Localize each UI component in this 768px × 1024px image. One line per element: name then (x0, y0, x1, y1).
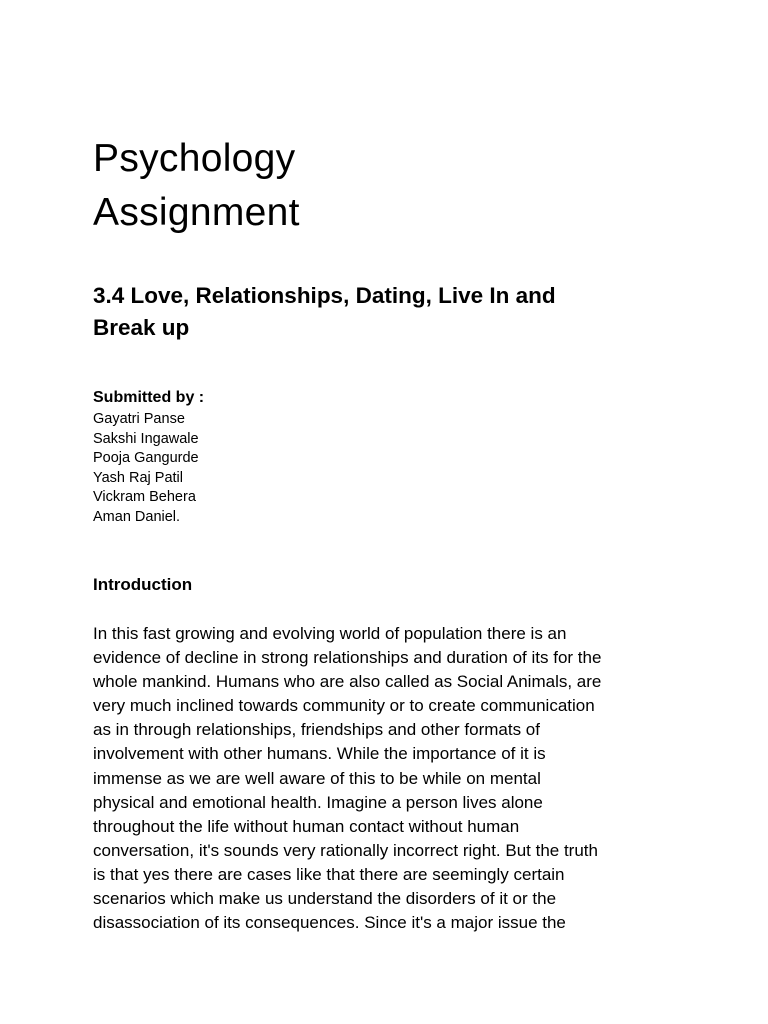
author-name: Aman Daniel. (93, 508, 181, 525)
subtitle-line-2: Break up (93, 315, 190, 340)
paragraph-line: immense as we are well aware of this to be while on mental (93, 768, 541, 788)
author-name: Vickram Behera (93, 489, 196, 505)
document-title (93, 132, 693, 240)
paragraph-line: disassociation of its consequences. Since it's a major issue the (93, 913, 566, 933)
paragraph-line: is that yes there are cases like that there are seemingly certain (93, 864, 565, 884)
author-name: Gayatri Panse (93, 411, 185, 427)
author-name: Sakshi Ingawale (93, 430, 199, 447)
paragraph-line: scenarios which make us understand the disorders of it or the (93, 889, 557, 909)
paragraph-line: as in through relationships, friendships and other formats of (93, 720, 540, 740)
paragraph-line: involvement with other humans. While the importance of it is (93, 744, 546, 764)
paragraph-line: In this fast growing and evolving world of population there is an (93, 624, 567, 643)
paragraph-line: physical and emotional health. Imagine a person lives alone (93, 792, 543, 812)
document-page (93, 132, 693, 933)
paragraph-line: conversation, it's sounds very rationally incorrect right. But the truth (93, 840, 598, 860)
title-line-2: Assignment (93, 191, 300, 234)
introduction-heading: Introduction (93, 575, 193, 594)
introduction-paragraph (93, 622, 693, 935)
author-list (93, 410, 199, 527)
paragraph-line: very much inclined towards community or to create communication (93, 696, 595, 716)
author-name: Pooja Gangurde (93, 450, 199, 466)
document-subtitle (93, 280, 693, 344)
subtitle-line-1: 3.4 Love, Relationships, Dating, Live In and (93, 283, 556, 308)
paragraph-line: throughout the life without human contact without human (93, 816, 520, 836)
paragraph-line: evidence of decline in strong relationships and duration of its for the (93, 648, 602, 668)
author-name: Yash Raj Patil (93, 469, 183, 486)
paragraph-line: whole mankind. Humans who are also called as Social Animals, are (93, 672, 602, 692)
title-line-1: Psychology (93, 137, 296, 180)
submitted-by-label: Submitted by : (93, 389, 205, 406)
